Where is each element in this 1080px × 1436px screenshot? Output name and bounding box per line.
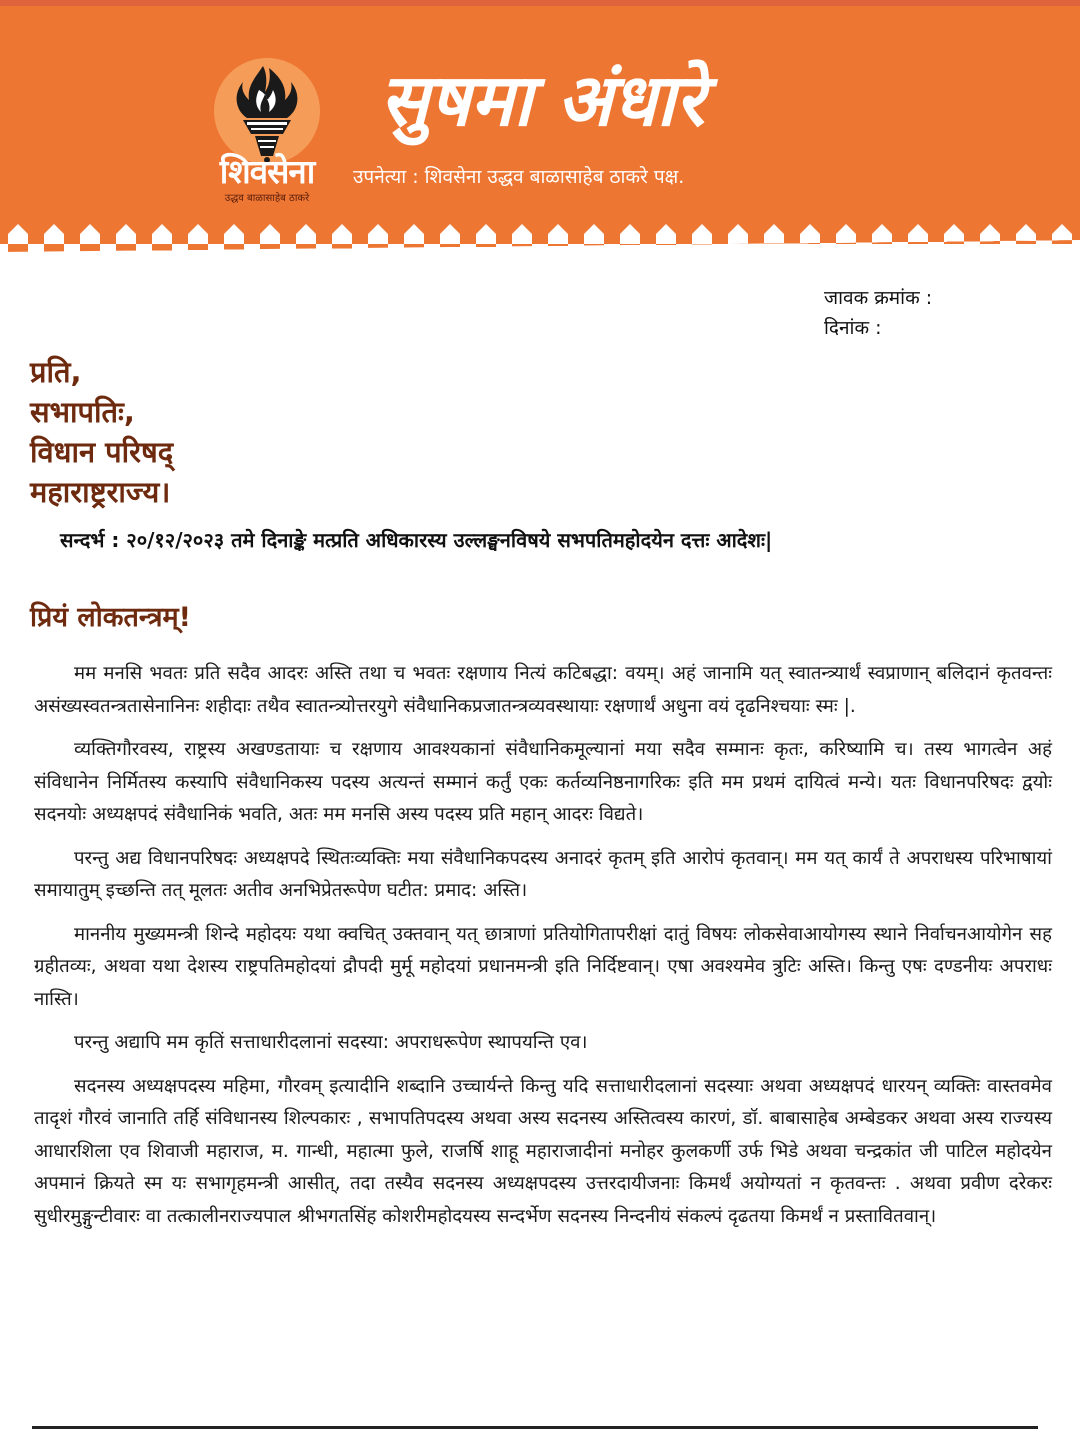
- sender-designation: उपनेत्या : शिवसेना उद्धव बाळासाहेब ठाकरे पक्ष.: [353, 166, 685, 188]
- body-paragraph: परन्तु अद्य विधानपरिषदः अध्यक्षपदे स्थितःव्यक्तिः मया संवैधानिकपदस्य अनादरं कृतम् इति आरोपं कृतवान्। मम यत् कार्यं ते अपराधस्य परिभाषायां समायातुम् इच्छन्ति तत् मूलतः अतीव अनभिप्रेतरूपेण घटीत: प्रमाद: अस्ति।: [34, 847, 1052, 901]
- date-label: दिनांक :: [824, 317, 882, 339]
- addressee-line: सभापतिः,: [30, 395, 135, 429]
- letter-body: [34, 658, 1052, 1244]
- party-logo-text: शिवसेना: [219, 152, 315, 191]
- body-paragraph: माननीय मुख्यमन्त्री शिन्दे महोदयः यथा क्वचित् उक्तवान् यत् छात्राणां प्रतियोगितापरीक्षां दातुं विषयः लोकसेवाआयोगस्य स्थाने निर्वाचनआयोगेन सह ग्रहीतव्यः, अथवा यथा देशस्य राष्ट्रपतिमहोदयां द्रौपदी मुर्मू महोदयां प्रधानमन्त्री इति निर्दिष्टवान्। एषा अवश्यमेव त्रुटिः अस्ति। किन्तु एषः दण्डनीयः अपराधः नास्ति।: [34, 923, 1052, 1010]
- sender-name: सुषमा अंधारे: [380, 58, 705, 142]
- outward-number-label: जावक क्रमांक :: [824, 287, 933, 309]
- letterhead-banner: [0, 0, 1080, 252]
- addressee-line: महाराष्ट्रराज्य।: [30, 475, 171, 509]
- salutation: प्रियं लोकतन्त्रम्!: [30, 602, 191, 633]
- party-logo-subtext: उद्धव बाळासाहेब ठाकरे: [224, 193, 310, 204]
- addressee-block: [30, 352, 430, 512]
- body-paragraph: सदनस्य अध्यक्षपदस्य महिमा, गौरवम् इत्यादीनि शब्दानि उच्चार्यन्ते किन्तु यदि सत्ताधारीदलानां सदस्याः अथवा अध्यक्षपदं धारयन् व्यक्तिः वास्तवमेव तादृशं गौरवं जानाति तर्हि संविधानस्य शिल्पकारः , सभापतिपदस्य अथवा अस्य सदनस्य अस्तित्वस्य कारणं, डॉ. बाबासाहेब अम्बेडकर अथवा अस्य राज्यस्य आधारशिला एव शिवाजी महाराज, म. गान्धी, महात्मा फुले, राजर्षि शाहू महाराजादीनां मनोहर कुलकर्णी उर्फ भिडे अथवा चन्द्रकांत जी पाटिल महोदयेन अपमानं क्रियते स्म यः सभागृहमन्त्री आसीत्, तदा तस्यैव सदनस्य अध्यक्षपदस्य उत्तरदायीजनाः किमर्थं अयोग्यतां न कृतवन्तः . अथवा प्रवीण दरेकरः सुधीरमुङ्गुन्टीवारः वा तत्कालीनराज्यपाल श्रीभगतसिंह कोशरीमहोदयस्य सन्दर्भेण सदनस्य निन्दनीयं संकल्पं दृढतया किमर्थं न प्रस्तावितवान्।: [34, 1075, 1052, 1227]
- battlement-border: [0, 210, 1080, 252]
- reference-block: [824, 283, 1064, 343]
- addressee-line: प्रति,: [30, 355, 82, 389]
- body-paragraph: व्यक्तिगौरवस्य, राष्ट्रस्य अखण्डतायाः च रक्षणाय आवश्यकानां संवैधानिकमूल्यानां मया सदैव सम्मानः कृतः, करिष्यामि च। तस्य भागत्वेन अहं संविधानेन निर्मितस्य कस्यापि संवैधानिकस्य पदस्य अत्यन्तं सम्मानं कर्तुं एकः कर्तव्यनिष्ठनागरिकः इति मम प्रथमं दायित्वं मन्ये। यतः विधानपरिषदः द्वयोः सदनयोः अध्यक्षपदं संवैधानिकं भवति, अतः मम मनसि अस्य पदस्य प्रति महान् आदरः विद्यते।: [34, 739, 1053, 825]
- addressee-line: विधान परिषद्: [30, 435, 174, 469]
- footer-rule: [32, 1426, 1038, 1429]
- banner-top-stripe: [0, 0, 1080, 6]
- subject-line: सन्दर्भ : २०/१२/२०२३ तमे दिनाङ्के मत्प्रति अधिकारस्य उल्लङ्घनविषये सभपतिमहोदयेन दत्तः आदेशः|: [60, 528, 773, 552]
- body-paragraph: मम मनसि भवतः प्रति सदैव आदरः अस्ति तथा च भवतः रक्षणाय नित्यं कटिबद्धा: वयम्। अहं जानामि यत् स्वातन्त्र्यार्थं स्वप्राणान् बलिदानं कृतवन्तः असंख्यस्वतन्त्रतासेनानिनः शहीदाः तथैव स्वातन्त्र्योत्तरयुगे संवैधानिकप्रजातन्त्रव्यवस्थायाः रक्षणार्थं अधुना वयं दृढनिश्चयाः स्मः |.: [34, 663, 1052, 717]
- torch-icon: [225, 60, 309, 164]
- body-paragraph: परन्तु अद्यापि मम कृतिं सत्ताधारीदलानां सदस्या: अपराधरूपेण स्थापयन्ति एव।: [74, 1032, 588, 1053]
